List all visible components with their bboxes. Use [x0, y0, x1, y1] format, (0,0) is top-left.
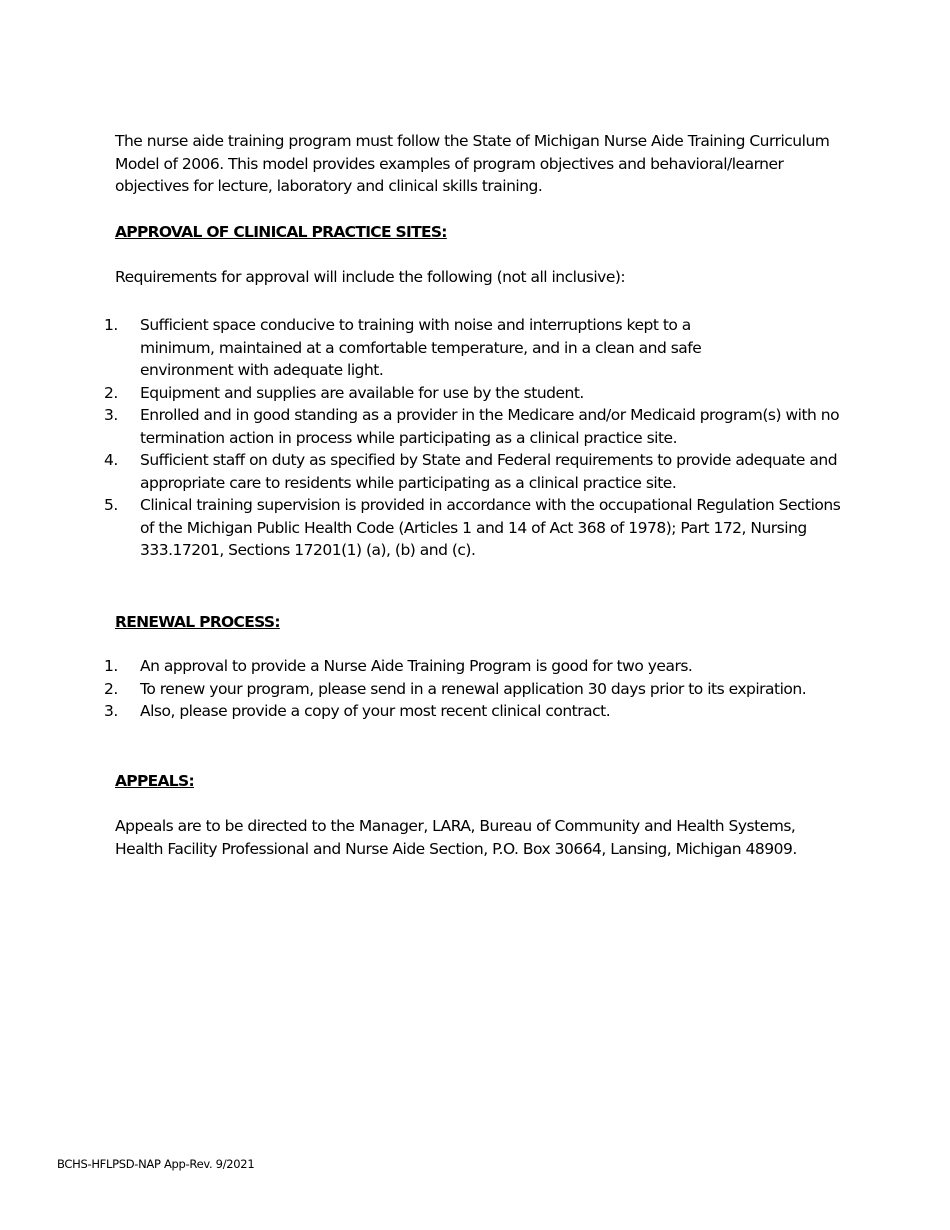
approval-lead: Requirements for approval will include the following (not all inclusive):	[115, 268, 626, 286]
appeals-paragraph: Appeals are to be directed to the Manager, LARA, Bureau of Community and Health Systems, Health Facility Professional and Nurse Aide Section, P.O. Box 30664, Lansing, Michigan 48909.	[115, 817, 797, 858]
list-item-number: 1.	[104, 316, 118, 334]
list-item-text: Clinical training supervision is provided in accordance with the occupational Regulation Sections of the Michigan Public Health Code (Articles 1 and 14 of Act 368 of 1978); Part 172, Nursing 333.17201, Sections 17201(1) (a), (b) and (c).	[140, 496, 841, 559]
list-item-number: 2.	[104, 383, 118, 402]
list-item-text: An approval to provide a Nurse Aide Training Program is good for two years.	[140, 657, 693, 675]
list-item	[104, 449, 844, 494]
form-revision-footer: BCHS-HFLPSD-NAP App-Rev. 9/2021	[57, 1157, 255, 1171]
list-item-text: To renew your program, please send in a renewal application 30 days prior to its expiration.	[140, 679, 807, 698]
list-item	[104, 494, 844, 562]
list-item-number: 2.	[104, 679, 118, 698]
list-item	[104, 655, 844, 678]
list-item	[104, 700, 844, 723]
list-item-number: 1.	[104, 657, 118, 675]
list-item-text: Also, please provide a copy of your most recent clinical contract.	[140, 702, 611, 720]
appeals-heading: APPEALS:	[115, 772, 194, 790]
list-item-number: 3.	[104, 406, 118, 424]
list-item	[104, 404, 844, 449]
list-item-number: 5.	[104, 496, 118, 514]
list-item-text: Equipment and supplies are available for use by the student.	[140, 383, 584, 402]
renewal-steps-list	[104, 655, 844, 723]
intro-paragraph: The nurse aide training program must follow the State of Michigan Nurse Aide Training Curriculum Model of 2006. This model provides examples of program objectives and behavioral/learner objectives for lecture, laboratory and clinical skills training.	[115, 132, 830, 195]
renewal-heading: RENEWAL PROCESS:	[115, 613, 280, 631]
list-item-text: Sufficient space conducive to training with noise and interruptions kept to a minimum, maintained at a comfortable temperature, and in a clean and safe environment with adequate light.	[140, 316, 702, 379]
list-item	[104, 382, 844, 405]
list-item-number: 3.	[104, 702, 118, 720]
list-item-text: Sufficient staff on duty as specified by State and Federal requirements to provide adequate and appropriate care to residents while participating as a clinical practice site.	[140, 451, 838, 492]
approval-requirements-list	[104, 314, 844, 562]
list-item	[104, 678, 844, 701]
approval-heading: APPROVAL OF CLINICAL PRACTICE SITES:	[115, 223, 447, 241]
list-item-number: 4.	[104, 451, 118, 469]
list-item	[104, 314, 844, 382]
list-item-text: Enrolled and in good standing as a provider in the Medicare and/or Medicaid program(s) with no termination action in process while participating as a clinical practice site.	[140, 406, 840, 447]
